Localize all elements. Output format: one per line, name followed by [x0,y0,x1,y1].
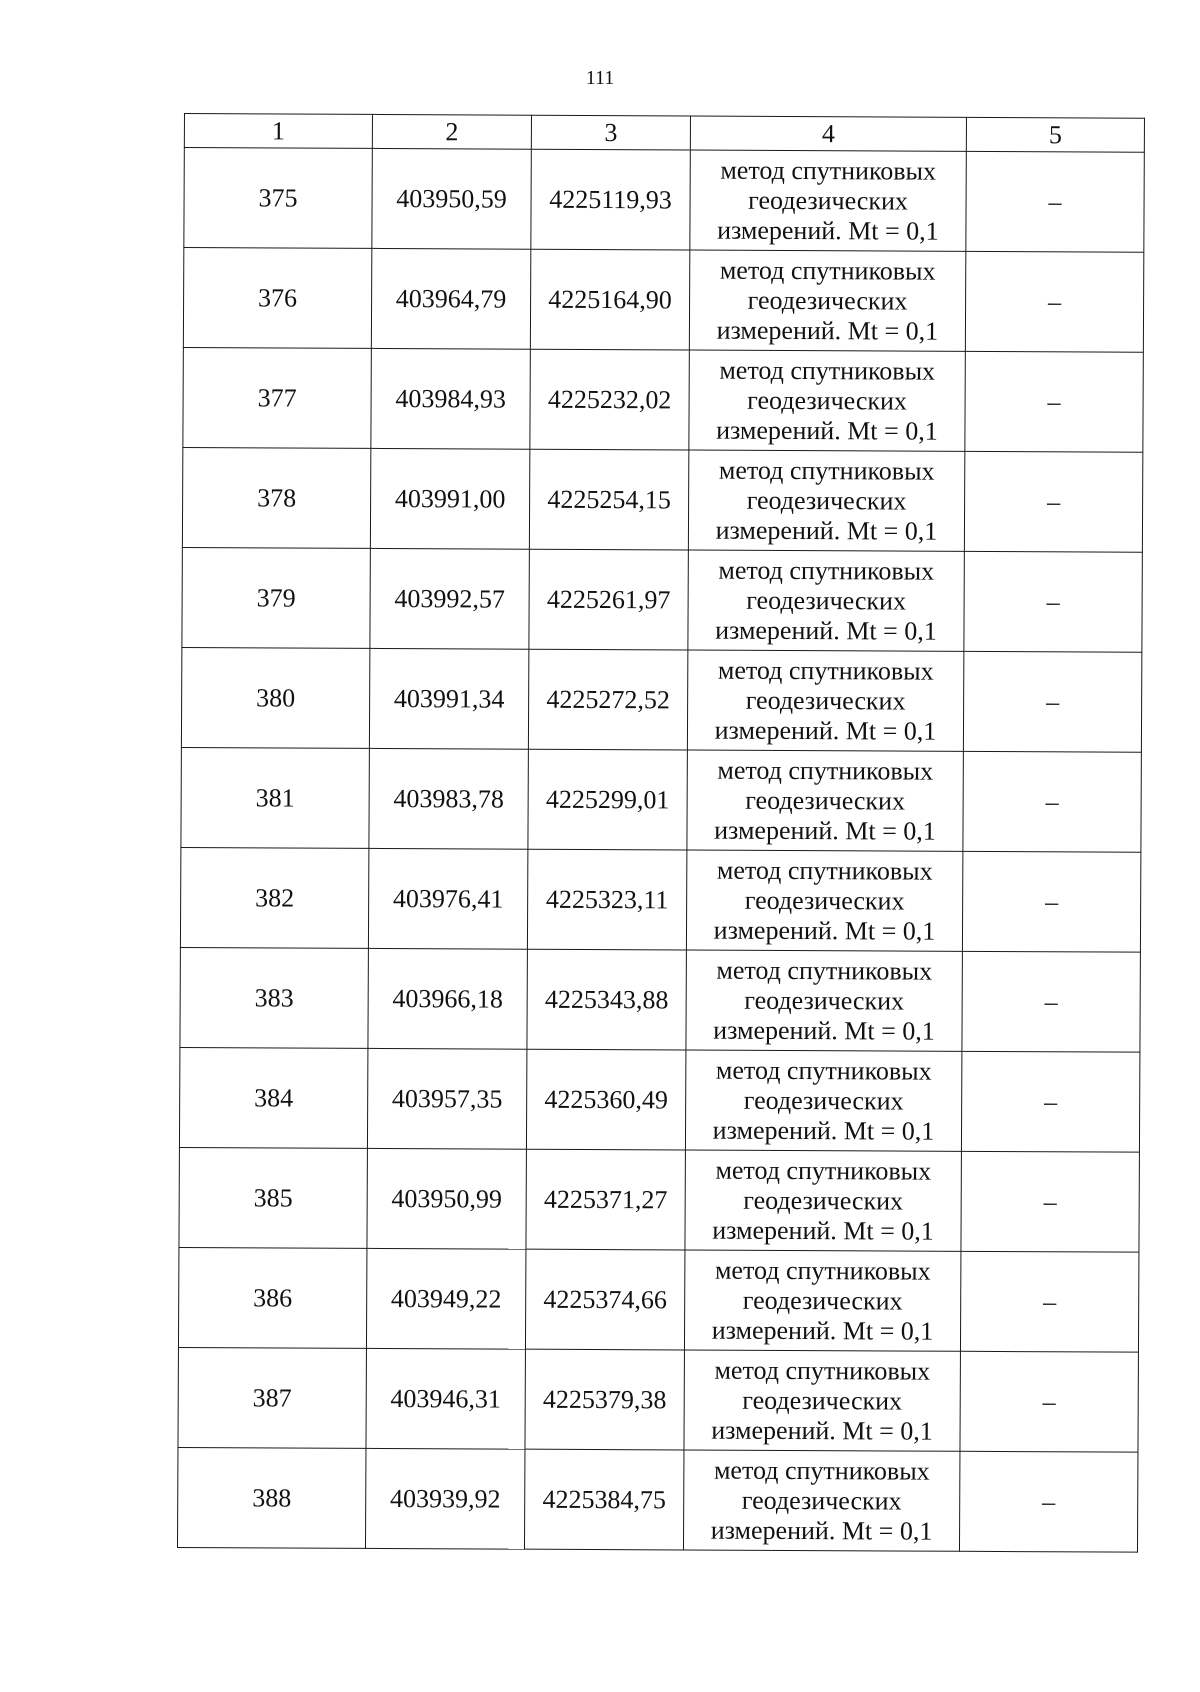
point-number-cell: 375 [184,148,372,249]
column-header: 3 [531,115,690,150]
y-coordinate-cell: 4225272,52 [528,649,687,750]
x-coordinate-cell: 403950,59 [372,148,531,249]
method-text-line: измерений. Mt = 0,1 [717,215,939,246]
method-text-line: измерений. Mt = 0,1 [713,1015,935,1046]
method-cell [689,250,965,351]
note-cell: – [963,651,1141,752]
table-row [178,1347,1138,1452]
note-cell: – [965,251,1143,352]
method-cell [688,450,964,551]
table-row [178,1247,1138,1352]
note-cell: – [961,1151,1139,1252]
point-number-cell: 376 [183,248,371,349]
point-number-cell: 377 [183,347,371,448]
y-coordinate-cell: 4225323,11 [527,849,686,950]
method-text-line: метод спутниковых [714,1255,931,1286]
point-number-cell: 386 [178,1247,366,1348]
y-coordinate-cell: 4225254,15 [529,449,688,550]
y-coordinate-cell: 4225232,02 [530,349,689,450]
method-cell [685,1050,961,1151]
method-cell [683,1450,959,1551]
x-coordinate-cell: 403966,18 [368,948,527,1049]
y-coordinate-cell: 4225374,66 [525,1249,684,1350]
table-row [183,248,1143,353]
table-row [183,347,1143,452]
table-body [177,148,1144,1553]
y-coordinate-cell: 4225384,75 [524,1449,683,1550]
method-text-line: геодезических [744,885,905,916]
method-text-line: геодезических [747,285,908,316]
page-number: 111 [585,67,615,89]
method-text-line: измерений. Mt = 0,1 [711,1415,933,1446]
method-text-line: метод спутниковых [720,155,937,186]
method-text-line: геодезических [742,1285,903,1316]
method-text-line: метод спутниковых [717,655,934,686]
method-text-line: метод спутниковых [719,255,936,286]
method-cell [684,1250,960,1351]
point-number-cell: 382 [180,847,368,948]
table-row [181,647,1141,752]
x-coordinate-cell: 403957,35 [367,1048,526,1149]
method-text-line: метод спутниковых [713,1455,930,1486]
method-cell [686,850,962,951]
method-text-line: измерений. Mt = 0,1 [710,1515,933,1546]
y-coordinate-cell: 4225119,93 [531,149,690,250]
method-text-line: геодезических [747,385,908,416]
point-number-cell: 380 [181,647,369,748]
y-coordinate-cell: 4225164,90 [530,249,689,350]
method-text-line: метод спутниковых [717,755,934,786]
x-coordinate-cell: 403964,79 [371,248,530,349]
point-number-cell: 381 [181,747,369,848]
note-cell: – [966,151,1144,252]
table-row [180,947,1140,1052]
note-cell: – [964,451,1142,552]
x-coordinate-cell: 403939,92 [365,1448,524,1549]
table-row [184,148,1144,253]
method-text-line: измерений. Mt = 0,1 [712,1115,935,1146]
method-text-line: геодезических [745,785,906,816]
x-coordinate-cell: 403950,99 [367,1148,526,1249]
method-text-line: геодезических [746,485,907,516]
note-cell: – [959,1451,1137,1552]
method-cell [684,1350,960,1451]
method-text-line: метод спутниковых [718,455,935,486]
note-cell: – [965,351,1143,452]
y-coordinate-cell: 4225299,01 [528,749,687,850]
point-number-cell: 385 [179,1147,367,1248]
point-number-cell: 383 [180,947,368,1048]
method-cell [688,550,964,651]
method-text-line: измерений. Mt = 0,1 [716,315,939,346]
point-number-cell: 379 [182,547,370,648]
x-coordinate-cell: 403983,78 [369,748,528,849]
x-coordinate-cell: 403992,57 [370,548,529,649]
table-row [182,447,1142,552]
column-header: 1 [184,114,372,149]
method-text-line: метод спутниковых [716,855,933,886]
table-row [179,1047,1139,1152]
method-text-line: геодезических [748,185,909,216]
method-text-line: метод спутниковых [719,355,936,386]
method-text-line: геодезических [743,1085,904,1116]
note-cell: – [964,551,1142,652]
method-text-line: измерений. Mt = 0,1 [713,915,936,946]
note-cell: – [961,1051,1139,1152]
point-number-cell: 384 [179,1047,367,1148]
method-text-line: метод спутниковых [715,1155,932,1186]
point-number-cell: 387 [178,1347,366,1448]
method-text-line: метод спутниковых [716,955,933,986]
column-header: 4 [690,116,966,151]
note-cell: – [960,1251,1138,1352]
method-text-line: геодезических [743,1185,904,1216]
method-cell [686,950,962,1051]
table-row [182,547,1142,652]
column-header: 2 [372,114,531,149]
point-number-cell: 388 [177,1447,365,1548]
table-row [181,747,1141,852]
method-cell [690,150,966,251]
table-row [177,1447,1137,1552]
method-text-line: геодезических [741,1485,902,1516]
method-text-line: измерений. Mt = 0,1 [714,815,936,846]
coordinates-table [177,113,1145,1553]
x-coordinate-cell: 403991,00 [370,448,529,549]
table-header-row [184,114,1144,153]
method-cell [687,650,963,751]
x-coordinate-cell: 403984,93 [371,348,530,449]
method-text-line: геодезических [742,1385,903,1416]
note-cell: – [962,851,1140,952]
method-text-line: измерений. Mt = 0,1 [715,615,937,646]
x-coordinate-cell: 403949,22 [366,1248,525,1349]
note-cell: – [963,751,1141,852]
x-coordinate-cell: 403991,34 [369,648,528,749]
table-row [179,1147,1139,1252]
method-text-line: метод спутниковых [714,1355,931,1386]
y-coordinate-cell: 4225360,49 [526,1049,685,1150]
method-text-line: измерений. Mt = 0,1 [716,415,938,446]
method-cell [689,350,965,451]
method-text-line: измерений. Mt = 0,1 [711,1315,934,1346]
method-text-line: измерений. Mt = 0,1 [715,515,938,546]
point-number-cell: 378 [182,447,370,548]
column-header: 5 [966,117,1144,152]
table-row [180,847,1140,952]
method-cell [687,750,963,851]
method-text-line: геодезических [746,585,907,616]
y-coordinate-cell: 4225343,88 [527,949,686,1050]
method-text-line: измерений. Mt = 0,1 [714,715,937,746]
note-cell: – [962,951,1140,1052]
method-text-line: геодезических [745,685,906,716]
y-coordinate-cell: 4225379,38 [525,1349,684,1450]
method-cell [685,1150,961,1251]
y-coordinate-cell: 4225261,97 [529,549,688,650]
x-coordinate-cell: 403976,41 [368,848,527,949]
method-text-line: метод спутниковых [718,555,935,586]
method-text-line: измерений. Mt = 0,1 [712,1215,934,1246]
note-cell: – [960,1351,1138,1452]
method-text-line: метод спутниковых [715,1055,932,1086]
method-text-line: геодезических [744,985,905,1016]
x-coordinate-cell: 403946,31 [366,1348,525,1449]
y-coordinate-cell: 4225371,27 [526,1149,685,1250]
